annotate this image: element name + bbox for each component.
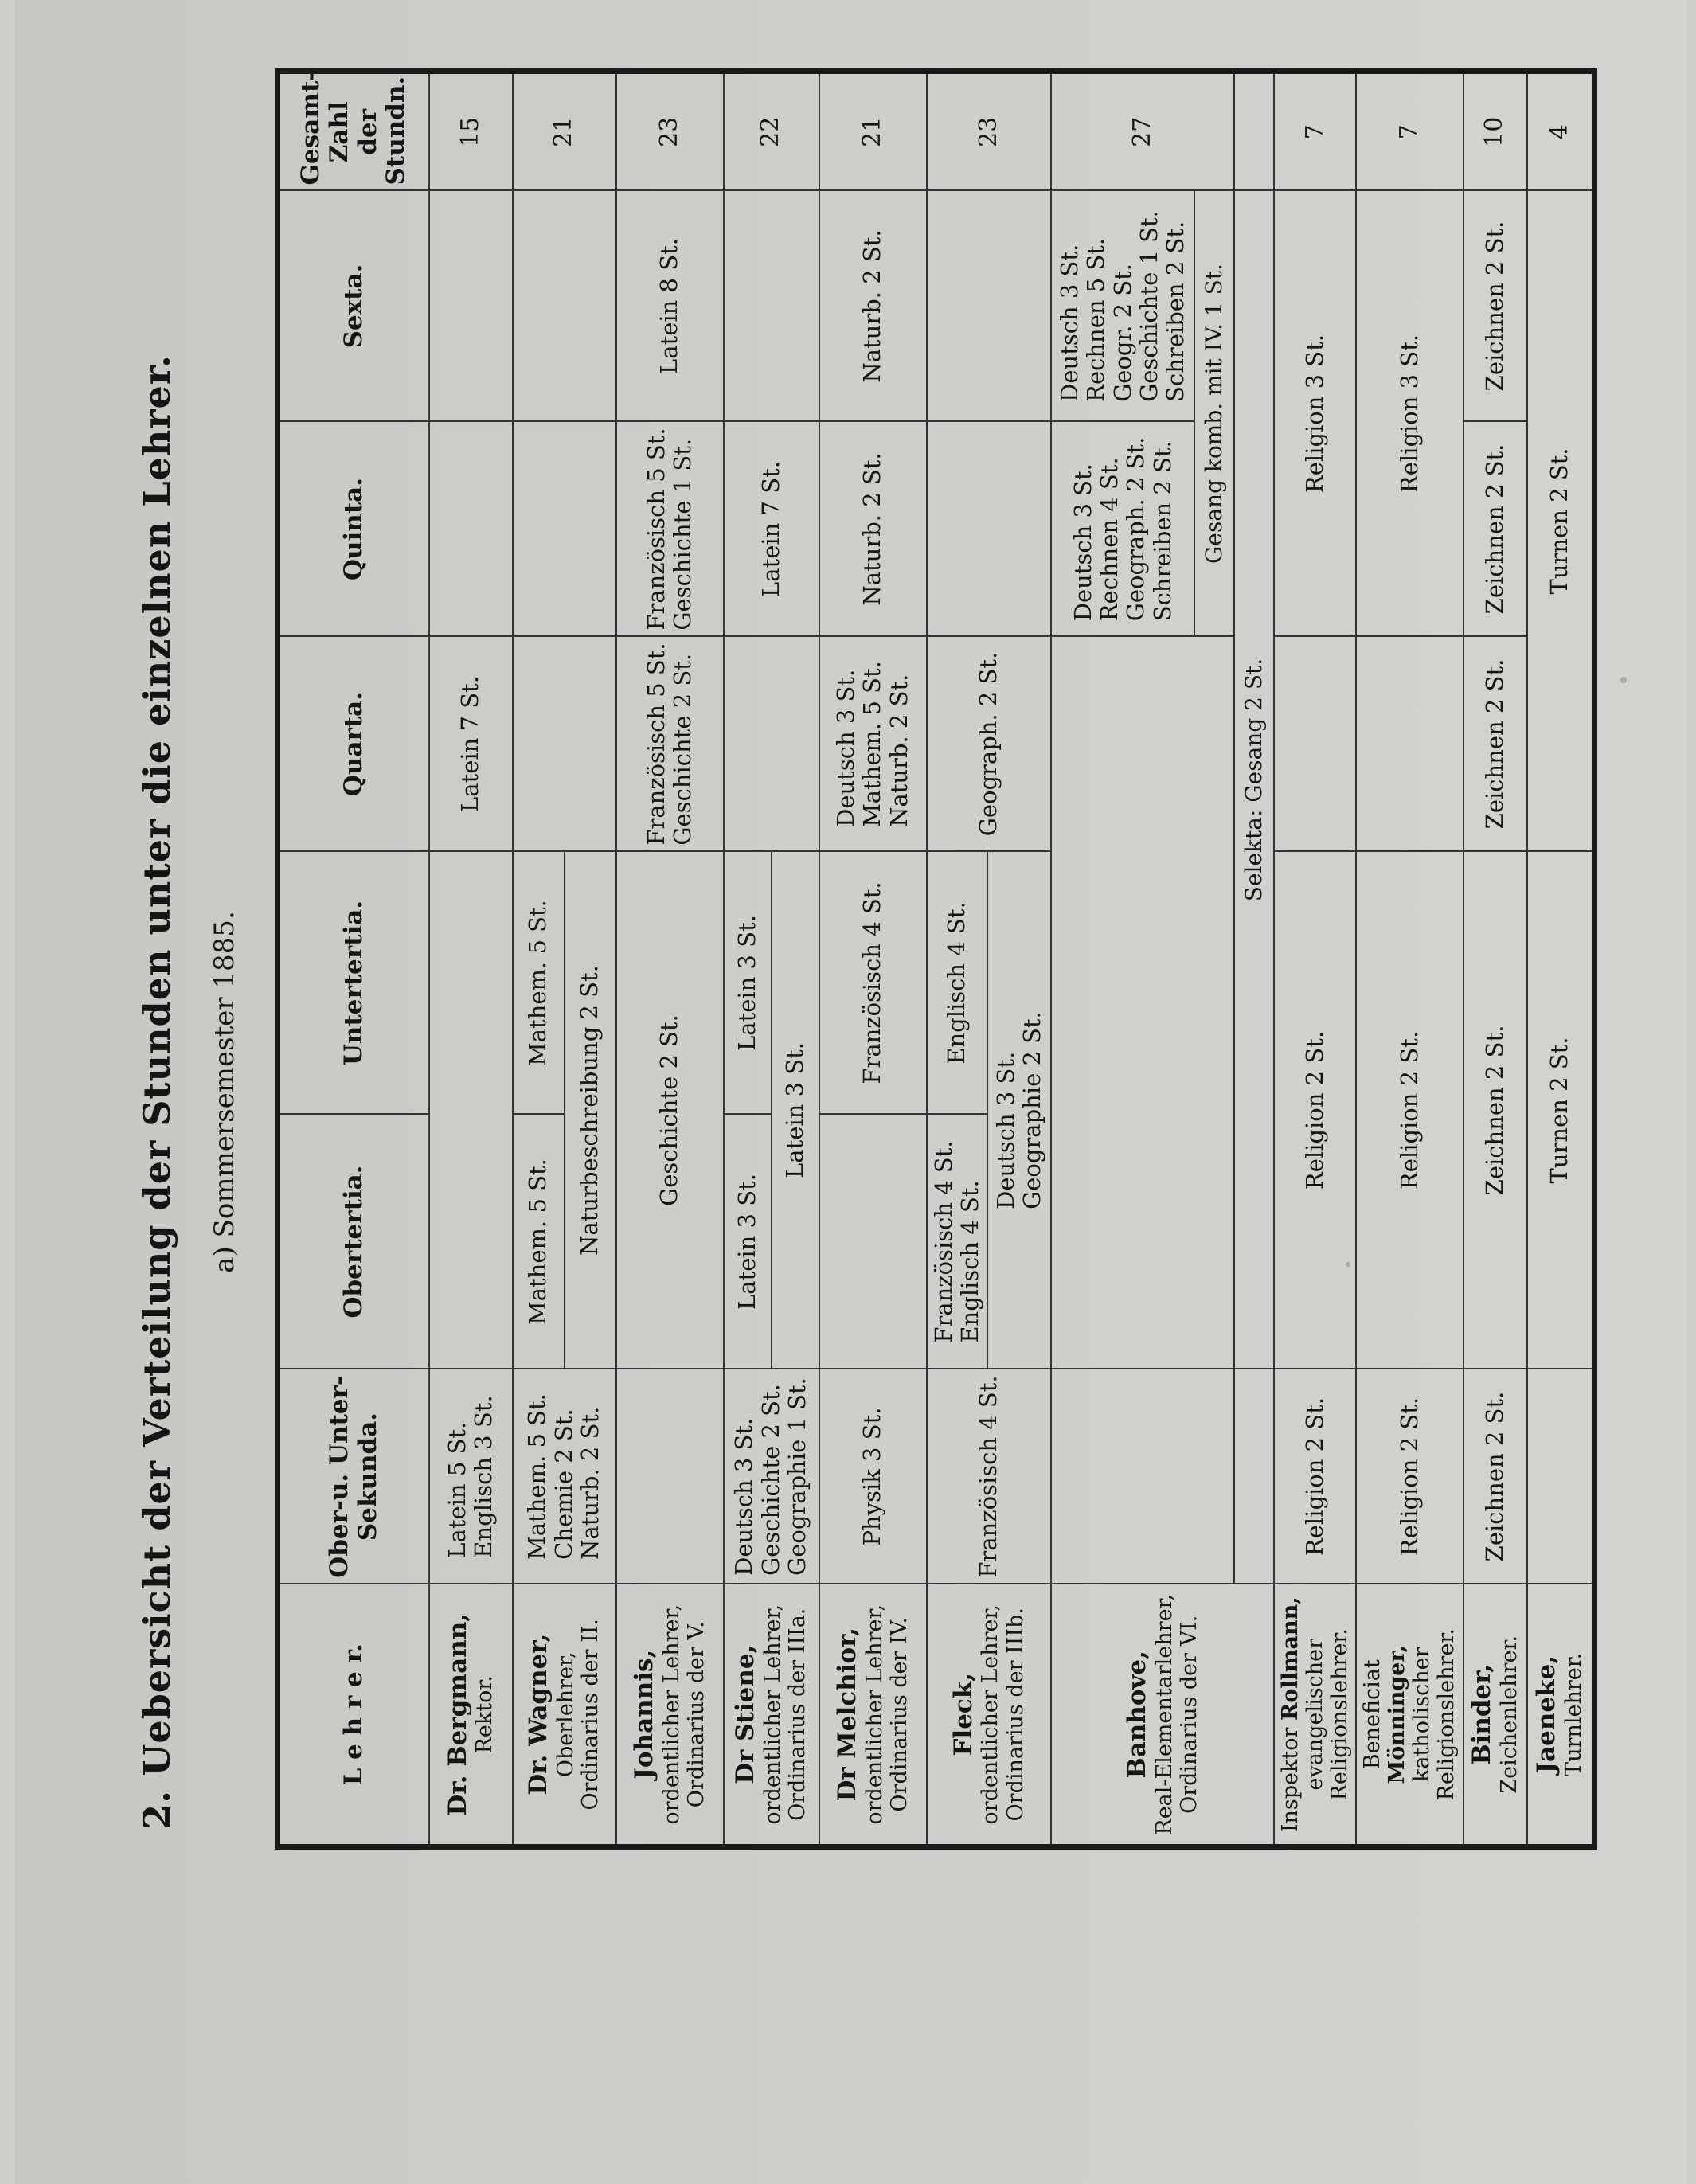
untertertia-b-cell: Latein 3 St. <box>772 852 819 1369</box>
header-teacher: L e h r e r. <box>278 1584 429 1847</box>
header-quinta: Quinta. <box>278 422 429 637</box>
quarta-cell <box>724 637 819 852</box>
paper-speck <box>1346 1262 1350 1267</box>
schedule-table <box>275 68 1597 1850</box>
total-cell: 23 <box>616 72 724 191</box>
teacher-cell: Beneficiat Mönninger, katholischer Religionslehrer. <box>1356 1584 1463 1847</box>
table-row <box>429 72 513 1847</box>
sekunda-cell: Latein 5 St. Englisch 3 St. <box>443 1395 497 1558</box>
teacher-cell: Dr. Bergmann, Rektor. <box>429 1584 513 1847</box>
sexta-cell <box>724 191 819 422</box>
quarta-cell: Französisch 5 St. Geschichte 2 St. <box>642 643 696 846</box>
tertia-cell: Religion 2 St. <box>1274 852 1356 1369</box>
quarta-sexta-turnen-cell: Turnen 2 St. <box>1527 191 1595 852</box>
teacher-cell: Fleck, ordentlicher Lehrer, Ordinarius der IIIb. <box>927 1584 1052 1847</box>
tertia-cell: Geschichte 2 St. <box>616 852 724 1369</box>
teacher-cell: Inspektor Rollmann, evangelischer Religionslehrer. <box>1274 1584 1356 1847</box>
total-cell: 21 <box>819 72 927 191</box>
sexta-cell: Zeichnen 2 St. <box>1463 191 1527 422</box>
sexta-cell: Naturb. 2 St. <box>819 191 927 422</box>
quinta-sexta-cell: Religion 3 St. <box>1274 191 1356 637</box>
quinta-cell <box>429 422 513 637</box>
teacher-cell: Dr Stiene, ordentlicher Lehrer, Ordinarius der IIIa. <box>724 1584 819 1847</box>
header-sekunda: Ober-u. Unter-Sekunda. <box>278 1369 429 1584</box>
quinta-cell: Naturb. 2 St. <box>819 422 927 637</box>
tertia-shared-cell: Deutsch 3 St. Geographie 2 St. <box>991 1011 1046 1209</box>
tertia-shared-cell: Naturbeschreibung 2 St. <box>565 852 616 1369</box>
table-row <box>1051 72 1194 1847</box>
tertia-quarta-cell <box>1051 637 1234 1369</box>
sexta-cell: Latein 8 St. <box>616 191 724 422</box>
sexta-cell: Deutsch 3 St. Rechnen 5 St. Geogr. 2 St. Geschichte 1 St. Schreiben 2 St. <box>1055 210 1190 402</box>
tertia-turnen-cell: Turnen 2 St. <box>1527 852 1595 1369</box>
quarta-cell: Zeichnen 2 St. <box>1463 637 1527 852</box>
quinta-cell: Französisch 5 St. Geschichte 1 St. <box>642 428 696 631</box>
page-subtitle: a) Sommersemester 1885. <box>209 911 240 1273</box>
total-cell: 21 <box>513 72 616 191</box>
header-untertertia: Untertertia. <box>278 852 429 1115</box>
sekunda-cell: Zeichnen 2 St. <box>1463 1369 1527 1584</box>
sekunda-cell <box>1527 1369 1595 1584</box>
quinta-cell <box>927 422 1052 637</box>
table-row <box>927 72 988 1847</box>
total-cell: 7 <box>1356 72 1463 191</box>
sekunda-cell: Physik 3 St. <box>819 1369 927 1584</box>
sekunda-cell <box>616 1369 724 1584</box>
untertertia-cell: Französisch 4 St. <box>819 852 927 1115</box>
sekunda-cell: Mathem. 5 St. Chemie 2 St. Naturb. 2 St. <box>523 1393 604 1560</box>
quinta-cell: Latein 7 St. <box>724 422 819 637</box>
total-cell: 7 <box>1274 72 1356 191</box>
teacher-cell: Dr Melchior, ordentlicher Lehrer, Ordinarius der IV. <box>819 1584 927 1847</box>
sekunda-cell: Religion 2 St. <box>1274 1369 1356 1584</box>
total-cell: 23 <box>927 72 1052 191</box>
paper-speck <box>1620 677 1627 683</box>
header-quarta: Quarta. <box>278 637 429 852</box>
obertertia-cell: Latein 3 St. <box>724 1115 772 1369</box>
teacher-cell: Binder, Zeichenlehrer. <box>1463 1584 1527 1847</box>
quarta-cell: Geograph. 2 St. <box>927 637 1052 852</box>
sekunda-cell <box>1234 1369 1274 1584</box>
total-cell: 22 <box>724 72 819 191</box>
table-row <box>513 72 565 1847</box>
sexta-cell <box>927 191 1052 422</box>
selekta-cell: Selekta: Gesang 2 St. <box>1234 191 1274 1369</box>
quinta-sexta-cell: Religion 3 St. <box>1356 191 1463 637</box>
quarta-cell <box>1274 637 1356 852</box>
quarta-cell: Deutsch 3 St. Mathem. 5 St. Naturb. 2 St. <box>831 661 912 827</box>
table-row <box>1356 72 1463 1847</box>
table-row <box>616 72 724 1847</box>
header-total: Gesamt-Zahl der Stundn. <box>278 72 429 191</box>
quinta-cell: Zeichnen 2 St. <box>1463 422 1527 637</box>
header-obertertia: Obertertia. <box>278 1115 429 1369</box>
total-cell: 15 <box>429 72 513 191</box>
table-row <box>724 72 772 1847</box>
gesang-cell: Gesang komb. mit IV. 1 St. <box>1194 191 1234 637</box>
quinta-cell: Deutsch 3 St. Rechnen 4 St. Geograph. 2 St. Schreiben 2 St. <box>1069 436 1176 622</box>
header-row <box>278 72 429 1847</box>
total-cell <box>1234 72 1274 191</box>
quarta-cell <box>513 637 616 852</box>
total-cell: 27 <box>1051 72 1234 191</box>
table-row <box>1463 72 1527 1847</box>
quarta-cell <box>1356 637 1463 852</box>
sekunda-cell: Französisch 4 St. <box>927 1369 1052 1584</box>
untertertia-cell: Mathem. 5 St. <box>513 852 565 1115</box>
teacher-cell: Dr. Wagner, Oberlehrer, Ordinarius der II. <box>513 1584 616 1847</box>
untertertia-cell: Englisch 4 St. <box>927 852 988 1115</box>
teacher-cell: Johannis, ordentlicher Lehrer, Ordinarius der V. <box>616 1584 724 1847</box>
header-sexta: Sexta. <box>278 191 429 422</box>
quinta-cell <box>513 422 616 637</box>
quarta-cell: Latein 7 St. <box>429 637 513 852</box>
tertia-cell <box>429 852 513 1369</box>
sekunda-cell <box>1051 1369 1234 1584</box>
sexta-cell <box>429 191 513 422</box>
total-cell: 4 <box>1527 72 1595 191</box>
table-row <box>1527 72 1595 1847</box>
sekunda-cell: Religion 2 St. <box>1356 1369 1463 1584</box>
tertia-cell: Religion 2 St. <box>1356 852 1463 1369</box>
teacher-cell: Banhove, Real-Elementarlehrer, Ordinarius der VI. <box>1051 1584 1274 1847</box>
table-row <box>1274 72 1356 1847</box>
obertertia-cell <box>819 1115 927 1369</box>
total-cell: 10 <box>1463 72 1527 191</box>
obertertia-cell: Mathem. 5 St. <box>513 1115 565 1369</box>
untertertia-cell: Latein 3 St. <box>724 852 772 1115</box>
page-title: 2. Uebersicht der Verteilung der Stunden unter die einzelnen Lehrer. <box>135 354 178 1830</box>
obertertia-cell: Französisch 4 St. Englisch 4 St. <box>929 1140 983 1343</box>
sekunda-cell: Deutsch 3 St. Geschichte 2 St. Geographie 1 St. <box>730 1377 811 1576</box>
tertia-cell: Zeichnen 2 St. <box>1463 852 1527 1369</box>
teacher-cell: Jaeneke, Turnlehrer. <box>1527 1584 1595 1847</box>
table-row <box>819 72 927 1847</box>
table-row <box>1234 72 1274 1847</box>
sexta-cell <box>513 191 616 422</box>
